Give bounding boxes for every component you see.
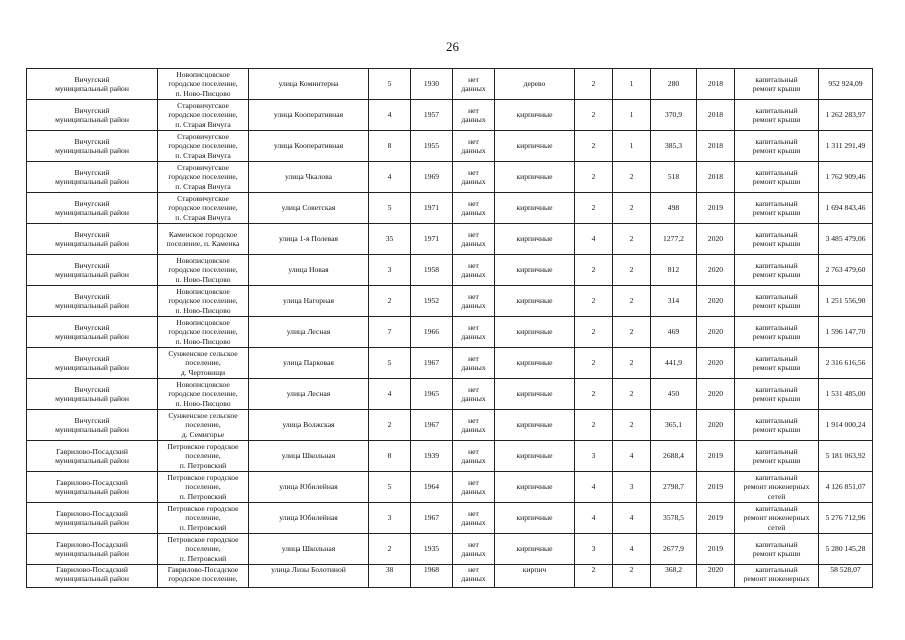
cost-cell: 1 694 843,46 bbox=[819, 193, 873, 224]
settlement-cell: Сунженское сельское поселение, д. Семигорье bbox=[158, 410, 249, 441]
floors-cell: 4 bbox=[575, 472, 613, 503]
wall-material-cell: кирпичные bbox=[495, 317, 575, 348]
house-number-cell: 38 bbox=[369, 565, 411, 588]
build-year-cell: 1957 bbox=[411, 100, 453, 131]
house-number-cell: 4 bbox=[369, 162, 411, 193]
plan-year-cell: 2020 bbox=[697, 317, 735, 348]
wall-material-cell: кирпичные bbox=[495, 193, 575, 224]
settlement-cell: Петровское городское поселение, п. Петровский bbox=[158, 534, 249, 565]
plan-year-cell: 2019 bbox=[697, 472, 735, 503]
wall-material-cell: кирпичные bbox=[495, 441, 575, 472]
cost-cell: 3 485 479,06 bbox=[819, 224, 873, 255]
street-cell: улица Чкалова bbox=[249, 162, 369, 193]
wall-material-cell: кирпичные bbox=[495, 503, 575, 534]
entrances-cell: 2 bbox=[613, 224, 651, 255]
no-data-cell: нет данных bbox=[453, 131, 495, 162]
repair-program-table-container bbox=[26, 68, 866, 588]
build-year-cell: 1964 bbox=[411, 472, 453, 503]
district-cell: Вичугский муниципальный район bbox=[27, 379, 158, 410]
no-data-cell: нет данных bbox=[453, 534, 495, 565]
work-type-cell: капитальный ремонт крыши bbox=[735, 69, 819, 100]
district-cell: Вичугский муниципальный район bbox=[27, 100, 158, 131]
area-cell: 498 bbox=[651, 193, 697, 224]
street-cell: улица Лесная bbox=[249, 379, 369, 410]
street-cell: улица Новая bbox=[249, 255, 369, 286]
table-row bbox=[27, 441, 873, 472]
street-cell: улица Волжская bbox=[249, 410, 369, 441]
floors-cell: 2 bbox=[575, 255, 613, 286]
area-cell: 2798,7 bbox=[651, 472, 697, 503]
area-cell: 370,9 bbox=[651, 100, 697, 131]
street-cell: улица Лесная bbox=[249, 317, 369, 348]
settlement-cell: Сунженское сельское поселение, д. Чертовищи bbox=[158, 348, 249, 379]
wall-material-cell: кирпичные bbox=[495, 255, 575, 286]
entrances-cell: 2 bbox=[613, 162, 651, 193]
area-cell: 1277,2 bbox=[651, 224, 697, 255]
street-cell: улица Школьная bbox=[249, 534, 369, 565]
plan-year-cell: 2018 bbox=[697, 162, 735, 193]
no-data-cell: нет данных bbox=[453, 286, 495, 317]
build-year-cell: 1967 bbox=[411, 410, 453, 441]
entrances-cell: 2 bbox=[613, 379, 651, 410]
plan-year-cell: 2018 bbox=[697, 100, 735, 131]
table-row bbox=[27, 534, 873, 565]
plan-year-cell: 2020 bbox=[697, 224, 735, 255]
district-cell: Вичугский муниципальный район bbox=[27, 286, 158, 317]
district-cell: Вичугский муниципальный район bbox=[27, 348, 158, 379]
build-year-cell: 1971 bbox=[411, 193, 453, 224]
area-cell: 450 bbox=[651, 379, 697, 410]
entrances-cell: 1 bbox=[613, 100, 651, 131]
table-row bbox=[27, 379, 873, 410]
table-body bbox=[27, 69, 873, 588]
street-cell: улица 1-я Полевая bbox=[249, 224, 369, 255]
house-number-cell: 5 bbox=[369, 193, 411, 224]
area-cell: 441,9 bbox=[651, 348, 697, 379]
floors-cell: 2 bbox=[575, 100, 613, 131]
plan-year-cell: 2019 bbox=[697, 193, 735, 224]
build-year-cell: 1969 bbox=[411, 162, 453, 193]
district-cell: Вичугский муниципальный район bbox=[27, 224, 158, 255]
build-year-cell: 1971 bbox=[411, 224, 453, 255]
entrances-cell: 2 bbox=[613, 410, 651, 441]
street-cell: улица Кооперативная bbox=[249, 131, 369, 162]
wall-material-cell: кирпичные bbox=[495, 534, 575, 565]
plan-year-cell: 2020 bbox=[697, 286, 735, 317]
floors-cell: 2 bbox=[575, 348, 613, 379]
no-data-cell: нет данных bbox=[453, 69, 495, 100]
house-number-cell: 3 bbox=[369, 503, 411, 534]
cost-cell: 4 126 851,07 bbox=[819, 472, 873, 503]
no-data-cell: нет данных bbox=[453, 317, 495, 348]
build-year-cell: 1966 bbox=[411, 317, 453, 348]
no-data-cell: нет данных bbox=[453, 441, 495, 472]
no-data-cell: нет данных bbox=[453, 503, 495, 534]
settlement-cell: Каменское городское поселение, п. Каменка bbox=[158, 224, 249, 255]
no-data-cell: нет данных bbox=[453, 472, 495, 503]
build-year-cell: 1939 bbox=[411, 441, 453, 472]
settlement-cell: Старовичугское городское поселение, п. Старая Вичуга bbox=[158, 193, 249, 224]
cost-cell: 5 276 712,96 bbox=[819, 503, 873, 534]
house-number-cell: 3 bbox=[369, 255, 411, 286]
floors-cell: 2 bbox=[575, 379, 613, 410]
area-cell: 2688,4 bbox=[651, 441, 697, 472]
plan-year-cell: 2019 bbox=[697, 441, 735, 472]
settlement-cell: Петровское городское поселение, п. Петровский bbox=[158, 441, 249, 472]
work-type-cell: капитальный ремонт крыши bbox=[735, 100, 819, 131]
work-type-cell: капитальный ремонт крыши bbox=[735, 379, 819, 410]
settlement-cell: Новописцовское городское поселение, п. Ново-Писцово bbox=[158, 379, 249, 410]
page-number: 26 bbox=[446, 39, 459, 54]
house-number-cell: 8 bbox=[369, 131, 411, 162]
area-cell: 812 bbox=[651, 255, 697, 286]
area-cell: 469 bbox=[651, 317, 697, 348]
district-cell: Гаврилово-Посадский муниципальный район bbox=[27, 565, 158, 588]
no-data-cell: нет данных bbox=[453, 379, 495, 410]
district-cell: Вичугский муниципальный район bbox=[27, 193, 158, 224]
plan-year-cell: 2020 bbox=[697, 379, 735, 410]
floors-cell: 2 bbox=[575, 565, 613, 588]
plan-year-cell: 2018 bbox=[697, 131, 735, 162]
work-type-cell: капитальный ремонт крыши bbox=[735, 534, 819, 565]
house-number-cell: 4 bbox=[369, 100, 411, 131]
table-row bbox=[27, 224, 873, 255]
table-row bbox=[27, 69, 873, 100]
wall-material-cell: кирпичные bbox=[495, 286, 575, 317]
street-cell: улица Школьная bbox=[249, 441, 369, 472]
district-cell: Гаврилово-Посадский муниципальный район bbox=[27, 472, 158, 503]
cost-cell: 58 528,07 bbox=[819, 565, 873, 588]
entrances-cell: 3 bbox=[613, 472, 651, 503]
district-cell: Гаврилово-Посадский муниципальный район bbox=[27, 441, 158, 472]
area-cell: 518 bbox=[651, 162, 697, 193]
plan-year-cell: 2020 bbox=[697, 348, 735, 379]
work-type-cell: капитальный ремонт инженерных сетей bbox=[735, 472, 819, 503]
work-type-cell: капитальный ремонт крыши bbox=[735, 286, 819, 317]
area-cell: 368,2 bbox=[651, 565, 697, 588]
floors-cell: 2 bbox=[575, 131, 613, 162]
table-row bbox=[27, 503, 873, 534]
house-number-cell: 35 bbox=[369, 224, 411, 255]
house-number-cell: 2 bbox=[369, 534, 411, 565]
build-year-cell: 1930 bbox=[411, 69, 453, 100]
build-year-cell: 1955 bbox=[411, 131, 453, 162]
settlement-cell: Новописцовское городское поселение, п. Ново-Писцово bbox=[158, 255, 249, 286]
work-type-cell: капитальный ремонт крыши bbox=[735, 410, 819, 441]
work-type-cell: капитальный ремонт крыши bbox=[735, 317, 819, 348]
work-type-cell: капитальный ремонт крыши bbox=[735, 162, 819, 193]
street-cell: улица Юбилейная bbox=[249, 503, 369, 534]
floors-cell: 3 bbox=[575, 441, 613, 472]
entrances-cell: 1 bbox=[613, 131, 651, 162]
work-type-cell: капитальный ремонт крыши bbox=[735, 441, 819, 472]
wall-material-cell: кирпичные bbox=[495, 348, 575, 379]
floors-cell: 2 bbox=[575, 193, 613, 224]
wall-material-cell: кирпичные bbox=[495, 224, 575, 255]
street-cell: улица Коминтерна bbox=[249, 69, 369, 100]
plan-year-cell: 2020 bbox=[697, 410, 735, 441]
repair-program-table bbox=[26, 68, 873, 588]
house-number-cell: 8 bbox=[369, 441, 411, 472]
district-cell: Вичугский муниципальный район bbox=[27, 410, 158, 441]
house-number-cell: 7 bbox=[369, 317, 411, 348]
district-cell: Гаврилово-Посадский муниципальный район bbox=[27, 503, 158, 534]
build-year-cell: 1968 bbox=[411, 565, 453, 588]
entrances-cell: 4 bbox=[613, 534, 651, 565]
no-data-cell: нет данных bbox=[453, 255, 495, 286]
district-cell: Вичугский муниципальный район bbox=[27, 255, 158, 286]
plan-year-cell: 2019 bbox=[697, 503, 735, 534]
entrances-cell: 1 bbox=[613, 69, 651, 100]
street-cell: улица Советская bbox=[249, 193, 369, 224]
cost-cell: 2 316 616,56 bbox=[819, 348, 873, 379]
table-row bbox=[27, 472, 873, 503]
street-cell: улица Юбилейная bbox=[249, 472, 369, 503]
cost-cell: 1 596 147,70 bbox=[819, 317, 873, 348]
house-number-cell: 5 bbox=[369, 69, 411, 100]
settlement-cell: Петровское городское поселение, п. Петровский bbox=[158, 503, 249, 534]
house-number-cell: 2 bbox=[369, 410, 411, 441]
build-year-cell: 1952 bbox=[411, 286, 453, 317]
area-cell: 385,3 bbox=[651, 131, 697, 162]
build-year-cell: 1965 bbox=[411, 379, 453, 410]
house-number-cell: 4 bbox=[369, 379, 411, 410]
wall-material-cell: кирпичные bbox=[495, 410, 575, 441]
floors-cell: 2 bbox=[575, 162, 613, 193]
cost-cell: 5 280 145,28 bbox=[819, 534, 873, 565]
entrances-cell: 2 bbox=[613, 348, 651, 379]
settlement-cell: Петровское городское поселение, п. Петровский bbox=[158, 472, 249, 503]
cost-cell: 1 762 909,46 bbox=[819, 162, 873, 193]
entrances-cell: 2 bbox=[613, 317, 651, 348]
cost-cell: 2 763 479,60 bbox=[819, 255, 873, 286]
no-data-cell: нет данных bbox=[453, 100, 495, 131]
table-row bbox=[27, 565, 873, 588]
build-year-cell: 1935 bbox=[411, 534, 453, 565]
table-row bbox=[27, 410, 873, 441]
house-number-cell: 2 bbox=[369, 286, 411, 317]
area-cell: 2677,9 bbox=[651, 534, 697, 565]
floors-cell: 4 bbox=[575, 224, 613, 255]
work-type-cell: капитальный ремонт крыши bbox=[735, 131, 819, 162]
district-cell: Гаврилово-Посадский муниципальный район bbox=[27, 534, 158, 565]
settlement-cell: Старовичугское городское поселение, п. Старая Вичуга bbox=[158, 100, 249, 131]
district-cell: Вичугский муниципальный район bbox=[27, 69, 158, 100]
table-row bbox=[27, 162, 873, 193]
floors-cell: 2 bbox=[575, 286, 613, 317]
entrances-cell: 2 bbox=[613, 193, 651, 224]
no-data-cell: нет данных bbox=[453, 162, 495, 193]
entrances-cell: 2 bbox=[613, 286, 651, 317]
settlement-cell: Гаврилово-Посадское городское поселение, bbox=[158, 565, 249, 588]
cost-cell: 5 181 063,92 bbox=[819, 441, 873, 472]
wall-material-cell: кирпичные bbox=[495, 472, 575, 503]
entrances-cell: 4 bbox=[613, 441, 651, 472]
build-year-cell: 1958 bbox=[411, 255, 453, 286]
cost-cell: 1 914 000,24 bbox=[819, 410, 873, 441]
district-cell: Вичугский муниципальный район bbox=[27, 317, 158, 348]
no-data-cell: нет данных bbox=[453, 565, 495, 588]
table-row bbox=[27, 317, 873, 348]
table-row bbox=[27, 193, 873, 224]
no-data-cell: нет данных bbox=[453, 224, 495, 255]
area-cell: 314 bbox=[651, 286, 697, 317]
street-cell: улица Лизы Болотиной bbox=[249, 565, 369, 588]
work-type-cell: капитальный ремонт крыши bbox=[735, 224, 819, 255]
plan-year-cell: 2020 bbox=[697, 255, 735, 286]
house-number-cell: 5 bbox=[369, 348, 411, 379]
floors-cell: 3 bbox=[575, 534, 613, 565]
area-cell: 365,1 bbox=[651, 410, 697, 441]
street-cell: улица Парковая bbox=[249, 348, 369, 379]
wall-material-cell: кирпичные bbox=[495, 162, 575, 193]
cost-cell: 1 262 283,97 bbox=[819, 100, 873, 131]
floors-cell: 2 bbox=[575, 317, 613, 348]
entrances-cell: 4 bbox=[613, 503, 651, 534]
settlement-cell: Новописцовское городское поселение, п. Ново-Писцово bbox=[158, 317, 249, 348]
table-row bbox=[27, 100, 873, 131]
work-type-cell: капитальный ремонт инженерных bbox=[735, 565, 819, 588]
wall-material-cell: кирпичные bbox=[495, 379, 575, 410]
floors-cell: 2 bbox=[575, 69, 613, 100]
table-row bbox=[27, 286, 873, 317]
cost-cell: 1 251 556,90 bbox=[819, 286, 873, 317]
work-type-cell: капитальный ремонт крыши bbox=[735, 348, 819, 379]
plan-year-cell: 2018 bbox=[697, 69, 735, 100]
cost-cell: 1 531 485,00 bbox=[819, 379, 873, 410]
cost-cell: 1 311 291,49 bbox=[819, 131, 873, 162]
settlement-cell: Старовичугское городское поселение, п. Старая Вичуга bbox=[158, 162, 249, 193]
plan-year-cell: 2019 bbox=[697, 534, 735, 565]
wall-material-cell: дерево bbox=[495, 69, 575, 100]
street-cell: улица Кооперативная bbox=[249, 100, 369, 131]
floors-cell: 2 bbox=[575, 410, 613, 441]
area-cell: 3578,5 bbox=[651, 503, 697, 534]
settlement-cell: Старовичугское городское поселение, п. Старая Вичуга bbox=[158, 131, 249, 162]
entrances-cell: 2 bbox=[613, 255, 651, 286]
build-year-cell: 1967 bbox=[411, 503, 453, 534]
cost-cell: 952 924,09 bbox=[819, 69, 873, 100]
table-row bbox=[27, 131, 873, 162]
work-type-cell: капитальный ремонт крыши bbox=[735, 193, 819, 224]
floors-cell: 4 bbox=[575, 503, 613, 534]
settlement-cell: Новописцовское городское поселение, п. Ново-Писцово bbox=[158, 69, 249, 100]
wall-material-cell: кирпичные bbox=[495, 131, 575, 162]
entrances-cell: 2 bbox=[613, 565, 651, 588]
no-data-cell: нет данных bbox=[453, 410, 495, 441]
plan-year-cell: 2020 bbox=[697, 565, 735, 588]
wall-material-cell: кирпич bbox=[495, 565, 575, 588]
table-row bbox=[27, 348, 873, 379]
settlement-cell: Новописцовское городское поселение, п. Ново-Писцово bbox=[158, 286, 249, 317]
house-number-cell: 5 bbox=[369, 472, 411, 503]
district-cell: Вичугский муниципальный район bbox=[27, 162, 158, 193]
work-type-cell: капитальный ремонт крыши bbox=[735, 255, 819, 286]
street-cell: улица Нагорная bbox=[249, 286, 369, 317]
table-row bbox=[27, 255, 873, 286]
no-data-cell: нет данных bbox=[453, 348, 495, 379]
area-cell: 280 bbox=[651, 69, 697, 100]
no-data-cell: нет данных bbox=[453, 193, 495, 224]
wall-material-cell: кирпичные bbox=[495, 100, 575, 131]
work-type-cell: капитальный ремонт инженерных сетей bbox=[735, 503, 819, 534]
district-cell: Вичугский муниципальный район bbox=[27, 131, 158, 162]
build-year-cell: 1967 bbox=[411, 348, 453, 379]
